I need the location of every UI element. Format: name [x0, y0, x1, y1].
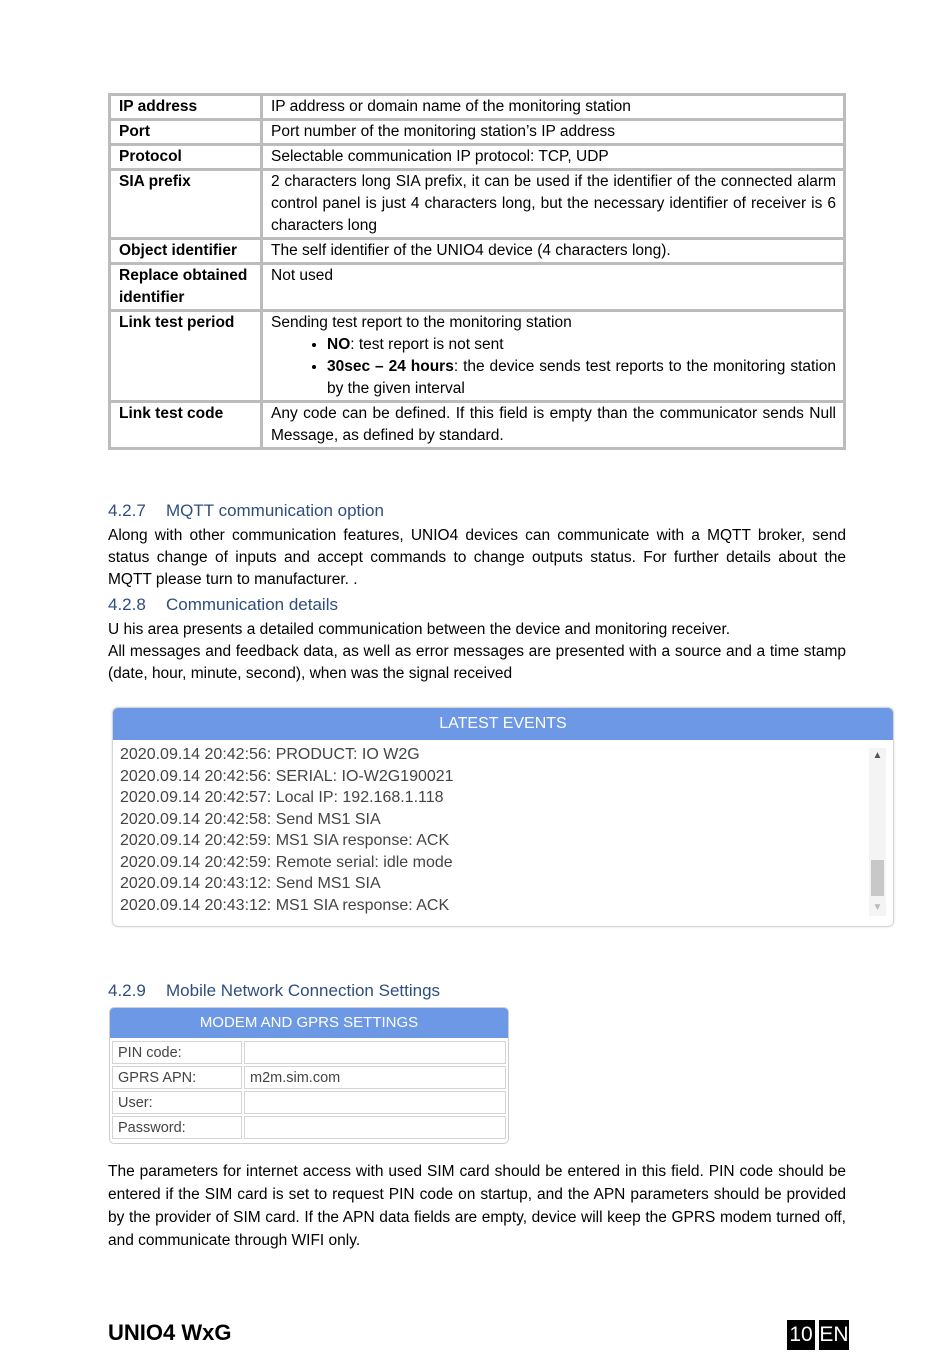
- triangle-down-icon[interactable]: ▼: [872, 902, 883, 913]
- pin-code-label: PIN code:: [112, 1041, 242, 1064]
- bullet-text: : test report is not sent: [350, 336, 504, 353]
- table-row: [110, 239, 845, 264]
- events-list: [120, 744, 454, 916]
- list-item: 2020.09.14 20:42:57: Local IP: 192.168.1.118: [120, 789, 444, 806]
- table-row: [110, 120, 845, 145]
- list-item: 2020.09.14 20:43:12: MS1 SIA response: ACK: [120, 896, 450, 914]
- triangle-up-icon[interactable]: ▲: [872, 750, 883, 761]
- communication-paragraph-2: All messages and feedback data, as well as error messages are presented with a source and a time stamp (date, hour, minute, second), when was the signal received: [108, 643, 846, 682]
- section-heading-mqtt: [108, 501, 384, 521]
- modem-settings-panel: [109, 1007, 509, 1144]
- latest-events-panel: [112, 707, 894, 927]
- modem-settings-form: [110, 1039, 508, 1141]
- form-row: [112, 1116, 506, 1139]
- gprs-apn-label: GPRS APN:: [112, 1066, 242, 1089]
- mqtt-paragraph: Along with other communication features, UNIO4 devices can communicate with a MQTT broker, send status change of inputs and accept commands to change outputs status. For further details about the MQTT please turn to manufacturer. .: [108, 527, 846, 588]
- section-heading-mobile: [108, 981, 440, 1001]
- list-item: 2020.09.14 20:42:59: MS1 SIA response: ACK: [120, 832, 450, 849]
- table-row: [110, 402, 845, 449]
- row-key: IP address: [110, 95, 262, 120]
- gprs-apn-input[interactable]: m2m.sim.com: [244, 1066, 506, 1089]
- row-value: Not used: [262, 264, 845, 311]
- table-row: [110, 170, 845, 239]
- events-scrollbar[interactable]: [869, 748, 886, 916]
- pin-code-input[interactable]: [244, 1041, 506, 1064]
- form-row: [112, 1041, 506, 1064]
- modem-settings-header: MODEM AND GPRS SETTINGS: [110, 1008, 508, 1038]
- product-name: UNIO4 WxG: [108, 1320, 232, 1345]
- row-key: Protocol: [110, 145, 262, 170]
- table-row: [110, 145, 845, 170]
- list-item: 2020.09.14 20:42:56: SERIAL: IO-W2G190021: [120, 767, 454, 785]
- row-key: Port: [110, 120, 262, 145]
- row-value: Port number of the monitoring station’s IP address: [262, 120, 845, 145]
- row-key: Link test code: [110, 402, 262, 449]
- table-row: [110, 264, 845, 311]
- list-item: 2020.09.14 20:42:59: Remote serial: idle mode: [120, 853, 453, 871]
- list-item: 2020.09.14 20:42:58: Send MS1 SIA: [120, 810, 381, 828]
- list-item: 2020.09.14 20:43:12: Send MS1 SIA: [120, 875, 381, 892]
- bullet-item: [327, 356, 836, 400]
- bullet-item: [327, 334, 836, 356]
- bullet-list: [271, 334, 836, 400]
- row-key: SIA prefix: [110, 170, 262, 239]
- section-title: Communication details: [166, 595, 338, 614]
- bullet-bold: 30sec – 24 hours: [327, 358, 454, 375]
- section-number: 4.2.8: [108, 595, 146, 614]
- user-label: User:: [112, 1091, 242, 1114]
- section-heading-communication: [108, 595, 338, 615]
- user-input[interactable]: [244, 1091, 506, 1114]
- row-value: The self identifier of the UNIO4 device (4 characters long).: [262, 239, 845, 264]
- row-value: [262, 311, 845, 402]
- communication-paragraph-1: U his area presents a detailed communication between the device and monitoring receiver.: [108, 621, 731, 638]
- table-row: [110, 311, 845, 402]
- row-key: Object identifier: [110, 239, 262, 264]
- list-item: 2020.09.14 20:42:56: PRODUCT: IO W2G: [120, 746, 420, 763]
- section-title: Mobile Network Connection Settings: [166, 981, 441, 1000]
- row-value: Selectable communication IP protocol: TCP, UDP: [262, 145, 845, 170]
- row-value: 2 characters long SIA prefix, it can be used if the identifier of the connected alarm control panel is just 4 characters long, but the necessary identifier of receiver is 6 characters long: [262, 170, 845, 239]
- closing-paragraph: The parameters for internet access with used SIM card should be entered in this field. PIN code should be entered if the SIM card is set to request PIN code on startup, and the APN parameters should be provided by the provider of SIM card. If the APN data fields are empty, device will keep the GPRS modem turned off, and communicate through WIFI only.: [108, 1163, 846, 1249]
- bullet-text: : the device sends test reports to the monitoring station by the given interval: [327, 358, 836, 397]
- password-input[interactable]: [244, 1116, 506, 1139]
- row-value-text: Sending test report to the monitoring station: [271, 314, 572, 331]
- password-label: Password:: [112, 1116, 242, 1139]
- page-number: 10: [787, 1320, 815, 1350]
- section-title: MQTT communication option: [166, 501, 384, 520]
- row-value: Any code can be defined. If this field is empty than the communicator sends Null Message, as defined by standard.: [262, 402, 845, 449]
- language-badge: EN: [819, 1320, 849, 1350]
- settings-table: [108, 93, 846, 450]
- latest-events-header: LATEST EVENTS: [113, 708, 893, 740]
- row-key: Replace obtained identifier: [110, 264, 262, 311]
- bullet-bold: NO: [327, 336, 351, 353]
- section-number: 4.2.9: [108, 981, 146, 1000]
- row-key: Link test period: [110, 311, 262, 402]
- table-row: [110, 95, 845, 120]
- row-value: IP address or domain name of the monitoring station: [262, 95, 845, 120]
- form-row: [112, 1091, 506, 1114]
- section-number: 4.2.7: [108, 501, 146, 520]
- scrollbar-thumb[interactable]: [871, 860, 884, 896]
- form-row: [112, 1066, 506, 1089]
